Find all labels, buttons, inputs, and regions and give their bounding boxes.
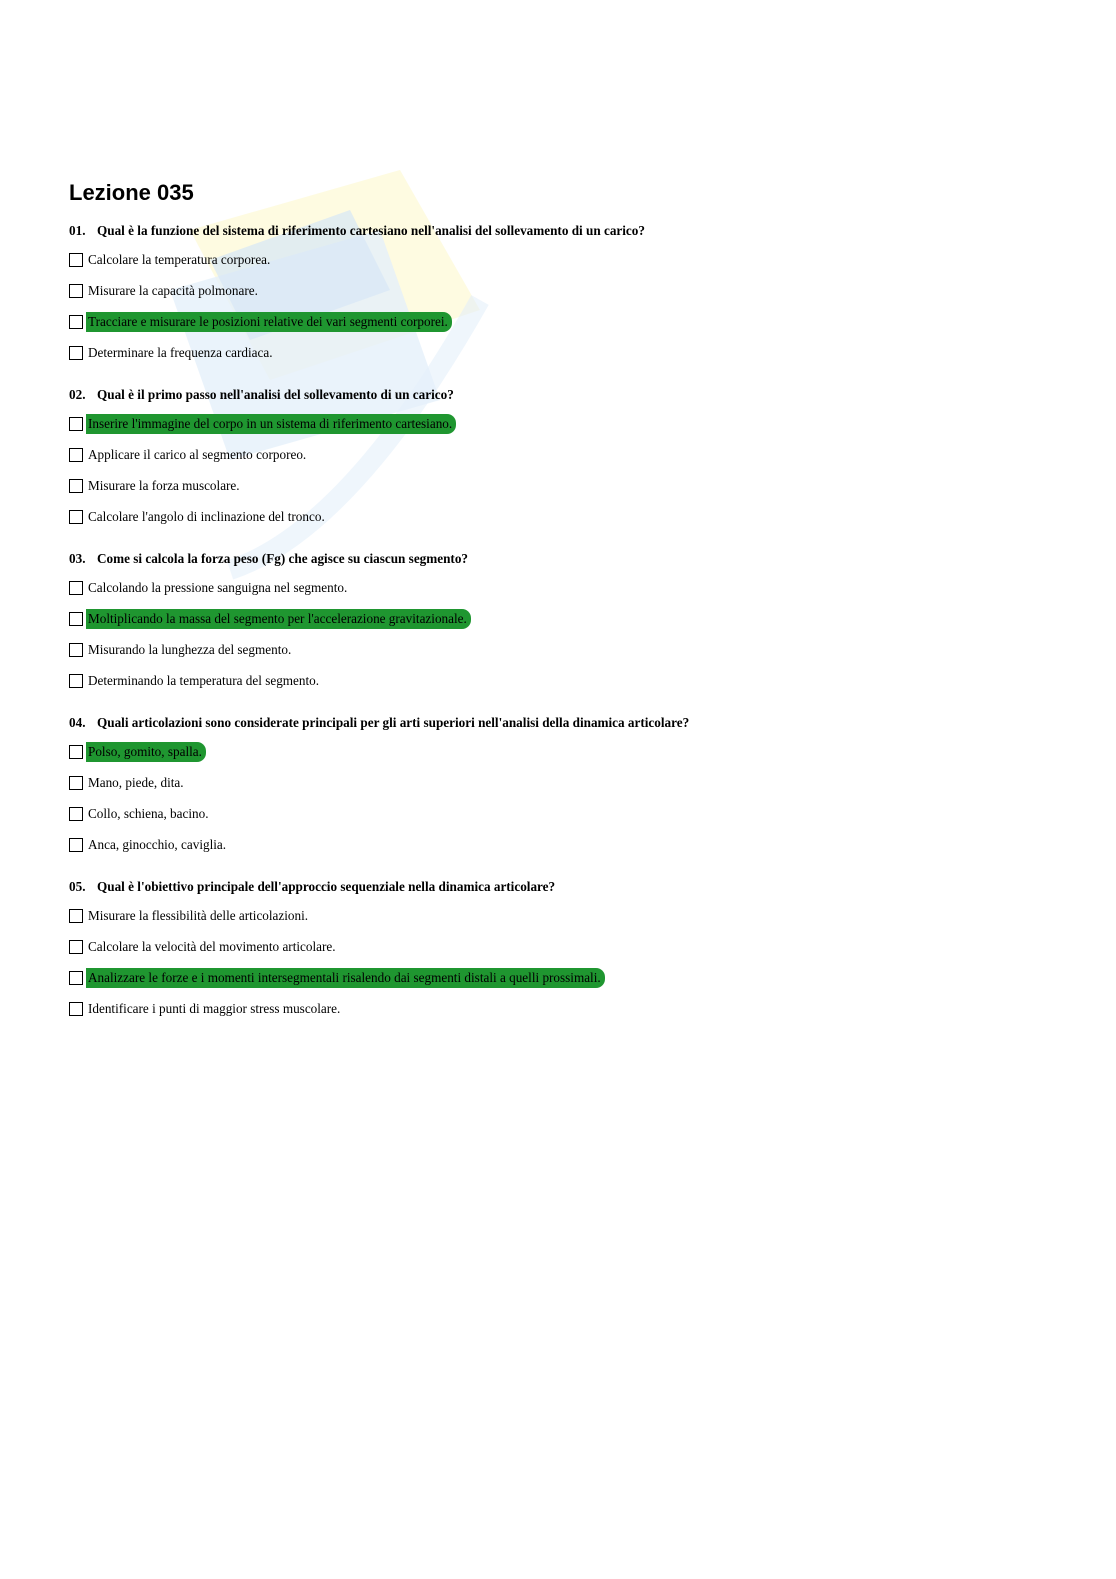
answer-checkbox[interactable] [69, 1002, 83, 1016]
question-number: 02. [69, 387, 86, 402]
answer-text-correct-highlighted: Analizzare le forze e i momenti intersegmentali risalendo dai segmenti distali a quelli prossimali. [86, 968, 605, 988]
answer-text: Anca, ginocchio, caviglia. [88, 837, 227, 852]
question-label: Quali articolazioni sono considerate principali per gli arti superiori nell'analisi della dinamica articolare? [97, 715, 690, 730]
document-page [69, 178, 1049, 1042]
question-block [69, 878, 1049, 1020]
answer-option[interactable] [69, 741, 1049, 763]
answer-checkbox[interactable] [69, 612, 83, 626]
answer-checkbox[interactable] [69, 940, 83, 954]
answer-checkbox[interactable] [69, 346, 83, 360]
question-number: 04. [69, 715, 86, 730]
answer-option[interactable] [69, 905, 1049, 927]
answer-text: Misurare la flessibilità delle articolazioni. [88, 908, 309, 923]
question-text [69, 714, 1049, 732]
question-block [69, 386, 1049, 528]
question-text [69, 222, 1049, 240]
answer-option[interactable] [69, 342, 1049, 364]
answer-checkbox[interactable] [69, 674, 83, 688]
answer-option[interactable] [69, 577, 1049, 599]
answer-option[interactable] [69, 803, 1049, 825]
answer-option[interactable] [69, 280, 1049, 302]
question-number: 03. [69, 551, 86, 566]
answer-checkbox[interactable] [69, 581, 83, 595]
answer-checkbox[interactable] [69, 510, 83, 524]
question-label: Come si calcola la forza peso (Fg) che agisce su ciascun segmento? [97, 551, 469, 566]
answer-checkbox[interactable] [69, 776, 83, 790]
answer-option[interactable] [69, 670, 1049, 692]
answer-option[interactable] [69, 772, 1049, 794]
answer-checkbox[interactable] [69, 284, 83, 298]
page-title: Lezione 035 [69, 180, 194, 205]
question-text [69, 550, 1049, 568]
answer-checkbox[interactable] [69, 745, 83, 759]
answer-text: Applicare il carico al segmento corporeo. [88, 447, 307, 462]
question-text [69, 386, 1049, 404]
answer-checkbox[interactable] [69, 315, 83, 329]
answer-checkbox[interactable] [69, 417, 83, 431]
answer-option[interactable] [69, 608, 1049, 630]
answer-checkbox[interactable] [69, 448, 83, 462]
answer-option[interactable] [69, 834, 1049, 856]
question-list [69, 222, 1049, 1020]
answer-checkbox[interactable] [69, 807, 83, 821]
answer-option[interactable] [69, 506, 1049, 528]
answer-option[interactable] [69, 444, 1049, 466]
answer-checkbox[interactable] [69, 643, 83, 657]
answer-text: Calcolare la temperatura corporea. [88, 252, 271, 267]
answer-text: Identificare i punti di maggior stress muscolare. [88, 1001, 341, 1016]
answer-checkbox[interactable] [69, 971, 83, 985]
answer-text: Mano, piede, dita. [88, 775, 184, 790]
answer-checkbox[interactable] [69, 253, 83, 267]
answer-text-correct-highlighted: Tracciare e misurare le posizioni relative dei vari segmenti corporei. [86, 312, 452, 332]
answer-text: Collo, schiena, bacino. [88, 806, 209, 821]
question-label: Qual è l'obiettivo principale dell'approccio sequenziale nella dinamica articolare? [97, 879, 556, 894]
answer-text-correct-highlighted: Polso, gomito, spalla. [86, 742, 206, 762]
question-label: Qual è la funzione del sistema di riferimento cartesiano nell'analisi del sollevamento di un carico? [97, 223, 645, 238]
answer-option[interactable] [69, 967, 1049, 989]
question-block [69, 714, 1049, 856]
answer-checkbox[interactable] [69, 909, 83, 923]
answer-text-correct-highlighted: Moltiplicando la massa del segmento per l'accelerazione gravitazionale. [86, 609, 471, 629]
answer-text: Calcolare l'angolo di inclinazione del tronco. [88, 509, 325, 524]
answer-checkbox[interactable] [69, 479, 83, 493]
answer-text-correct-highlighted: Inserire l'immagine del corpo in un sistema di riferimento cartesiano. [86, 414, 456, 434]
answer-text: Determinare la frequenza cardiaca. [88, 345, 273, 360]
answer-option[interactable] [69, 413, 1049, 435]
answer-option[interactable] [69, 639, 1049, 661]
answer-text: Misurando la lunghezza del segmento. [88, 642, 292, 657]
answer-text: Misurare la capacità polmonare. [88, 283, 258, 298]
answer-option[interactable] [69, 998, 1049, 1020]
question-block [69, 550, 1049, 692]
answer-option[interactable] [69, 475, 1049, 497]
answer-option[interactable] [69, 249, 1049, 271]
question-number: 01. [69, 223, 86, 238]
answer-checkbox[interactable] [69, 838, 83, 852]
answer-option[interactable] [69, 936, 1049, 958]
question-text [69, 878, 1049, 896]
answer-option[interactable] [69, 311, 1049, 333]
question-label: Qual è il primo passo nell'analisi del sollevamento di un carico? [97, 387, 454, 402]
answer-text: Determinando la temperatura del segmento. [88, 673, 320, 688]
question-number: 05. [69, 879, 86, 894]
answer-text: Calcolando la pressione sanguigna nel segmento. [88, 580, 348, 595]
answer-text: Misurare la forza muscolare. [88, 478, 240, 493]
question-block [69, 222, 1049, 364]
answer-text: Calcolare la velocità del movimento articolare. [88, 939, 336, 954]
